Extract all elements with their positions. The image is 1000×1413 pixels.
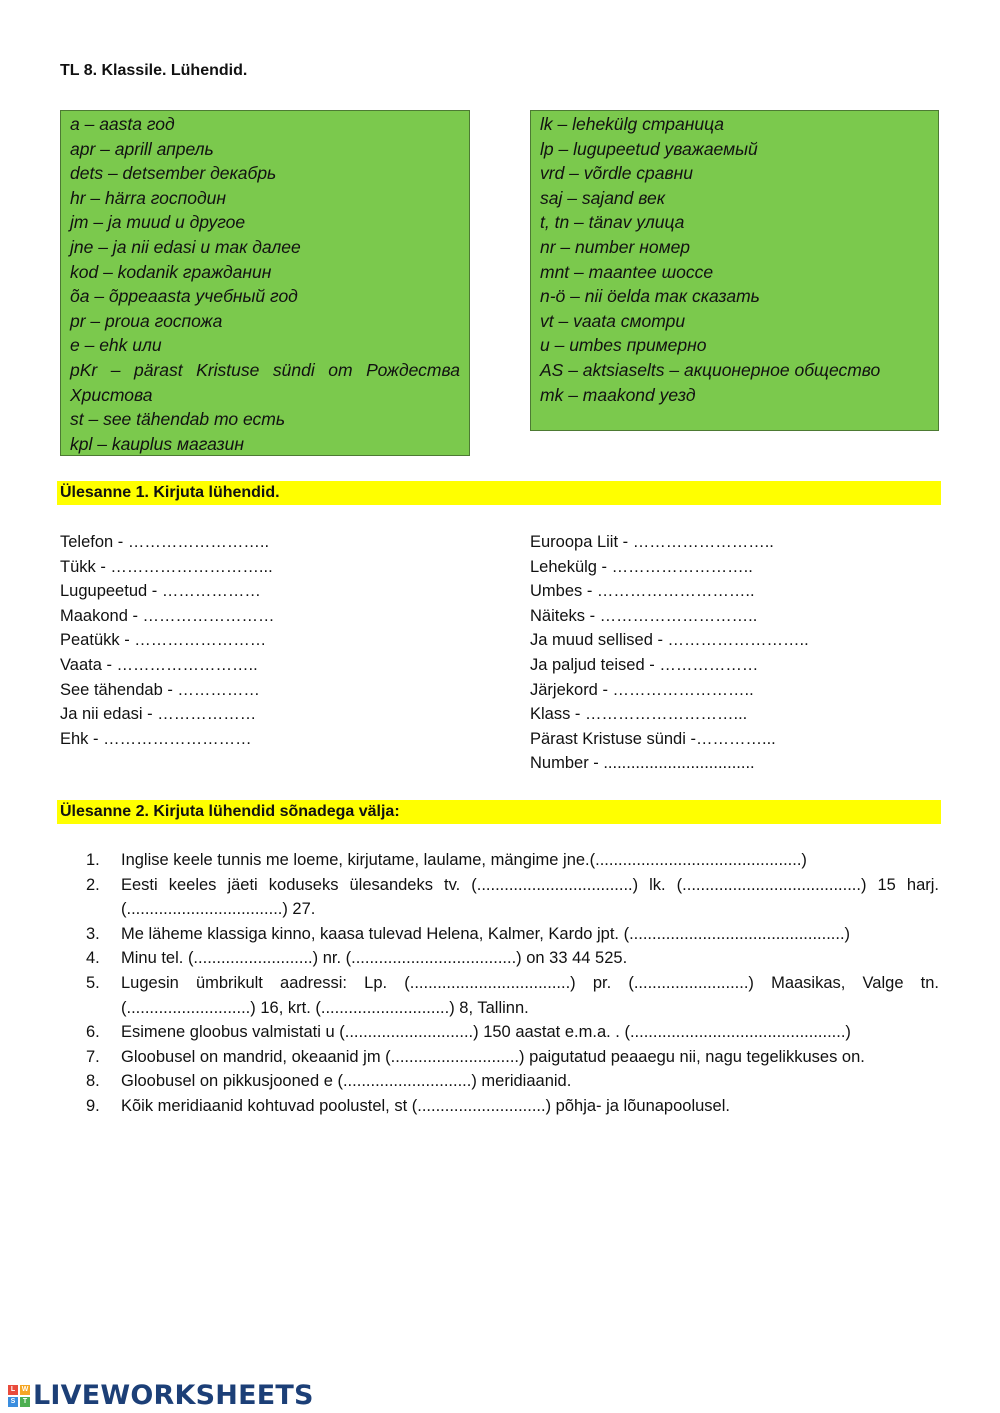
sentence-text: Lugesin ümbrikult aadressi: Lp. (...................................) pr. (.........................) Maasikas, Valge tn. (...........................) 16, krt. (............................) 8, Tallinn. bbox=[121, 973, 939, 1017]
glossary-entry: vt – vaata смотри bbox=[540, 310, 686, 331]
sentence-item bbox=[86, 1045, 939, 1070]
task1-heading: Ülesanne 1. Kirjuta lühendid. bbox=[57, 481, 941, 505]
logo-text: LIVEWORKSHEETS bbox=[33, 1380, 314, 1411]
sentence-number: 1. bbox=[86, 851, 100, 869]
glossary-entry: saj – sajand век bbox=[540, 187, 666, 208]
glossary-entry: mnt – maantee шоссе bbox=[540, 261, 714, 282]
exercise-line: Ja muud sellised - …………………….. bbox=[530, 631, 809, 650]
glossary-entry: vrd – võrdle сравни bbox=[540, 163, 694, 184]
glossary-entry: hr – härra господин bbox=[70, 187, 227, 208]
exercise-line: Ja nii edasi - ……………… bbox=[60, 705, 257, 724]
sentence-item bbox=[86, 1069, 939, 1094]
sentence-item bbox=[86, 1020, 939, 1045]
glossary-entry: e – ehk или bbox=[70, 335, 162, 356]
logo-blocks-icon bbox=[8, 1385, 30, 1407]
glossary-entry: AS – aktsiaselts – акционерное общество bbox=[540, 359, 881, 380]
sentence-text: Inglise keele tunnis me loeme, kirjutame, laulame, mängime jne.(.............................................) bbox=[121, 851, 807, 869]
exercise-line: Lugupeetud - ……………… bbox=[60, 582, 261, 601]
sentence-number: 7. bbox=[86, 1047, 100, 1066]
sentence-number: 3. bbox=[86, 924, 100, 943]
glossary-entry: apr – aprill апрель bbox=[70, 138, 214, 159]
sentence-text: Eesti keeles jäeti koduseks ülesandeks tv. (..................................) lk. (.......................................) 15 harj. (..................................) 27. bbox=[121, 875, 939, 919]
glossary-entry: st – see tähendab то есть bbox=[70, 409, 286, 430]
exercise-line: Klass - ………………………... bbox=[530, 705, 748, 724]
sentence-text: Gloobusel on mandrid, okeaanid jm (............................) paigutatud peaaegu nii, nagu tegelikkuses on. bbox=[121, 1047, 865, 1066]
liveworksheets-logo bbox=[8, 1380, 314, 1411]
glossary-box-right bbox=[530, 110, 939, 431]
glossary-entry: õa – õppeaasta учебный год bbox=[70, 286, 298, 307]
exercise-line: Pärast Kristuse sündi -…………... bbox=[530, 729, 776, 748]
glossary-entry: u – umbes примерно bbox=[540, 335, 707, 356]
task1-right-column bbox=[530, 530, 950, 776]
sentence-number: 5. bbox=[86, 973, 100, 992]
exercise-line: Järjekord - …………………….. bbox=[530, 680, 754, 699]
sentence-number: 8. bbox=[86, 1072, 100, 1091]
logo-block: S bbox=[8, 1397, 18, 1407]
glossary-entry: pr – proua госпожа bbox=[70, 310, 223, 331]
exercise-line: Tükk - ………………………... bbox=[60, 557, 273, 576]
sentence-text: Kõik meridiaanid kohtuvad poolustel, st (............................) põhja- ja lõunapoolusel. bbox=[121, 1096, 730, 1115]
glossary-box-left bbox=[60, 110, 470, 456]
exercise-line: Lehekülg - …………………….. bbox=[530, 557, 753, 576]
exercise-line: Vaata - …………………….. bbox=[60, 655, 258, 674]
task2-heading: Ülesanne 2. Kirjuta lühendid sõnadega välja: bbox=[57, 800, 941, 824]
task1-left-column bbox=[60, 530, 480, 751]
exercise-line: Euroopa Liit - …………………….. bbox=[530, 533, 774, 551]
sentence-text: Gloobusel on pikkusjooned e (............................) meridiaanid. bbox=[121, 1072, 572, 1091]
glossary-entry: lk – lehekülg страница bbox=[540, 114, 725, 134]
exercise-line: Maakond - …………………… bbox=[60, 606, 275, 625]
exercise-line: Näiteks - ……………………….. bbox=[530, 606, 758, 625]
glossary-entry: n-ö – nii öelda так сказать bbox=[540, 286, 760, 307]
sentence-item bbox=[86, 1094, 939, 1119]
sentence-item bbox=[86, 873, 939, 922]
glossary-entry: jne – ja nii edasi и так далее bbox=[70, 236, 301, 257]
sentence-item bbox=[86, 922, 939, 947]
glossary-entry: jm – ja muud и другое bbox=[70, 212, 246, 233]
glossary-entry: mk – maakond уезд bbox=[540, 384, 696, 405]
glossary-entry: pKr – pärast Kristuse sündi от Рождества Христова bbox=[70, 359, 460, 405]
glossary-entry: t, tn – tänav улица bbox=[540, 212, 685, 233]
sentence-number: 6. bbox=[86, 1023, 100, 1042]
exercise-line: Umbes - ……………………….. bbox=[530, 582, 755, 601]
task2-sentence-list bbox=[86, 848, 939, 1119]
sentence-text: Esimene gloobus valmistati u (............................) 150 aastat e.m.a. . (...............................................) bbox=[121, 1023, 851, 1042]
sentence-item bbox=[86, 971, 939, 1020]
logo-block: T bbox=[20, 1397, 30, 1407]
sentence-number: 9. bbox=[86, 1096, 100, 1115]
logo-block: W bbox=[21, 1385, 29, 1393]
sentence-number: 2. bbox=[86, 875, 100, 894]
exercise-line: Ehk - ……………………… bbox=[60, 729, 252, 748]
logo-block: L bbox=[8, 1385, 18, 1395]
glossary-entry: lp – lugupeetud уважаемый bbox=[540, 138, 758, 159]
page-title: TL 8. Klassile. Lühendid. bbox=[60, 62, 248, 79]
sentence-text: Me läheme klassiga kinno, kaasa tulevad Helena, Kalmer, Kardo jpt. (...............................................) bbox=[121, 924, 851, 943]
sentence-item bbox=[86, 848, 939, 873]
glossary-entry: a – aasta год bbox=[70, 114, 175, 134]
glossary-entry: kod – kodanik гражданин bbox=[70, 261, 272, 282]
glossary-entry: kpl – kauplus магазин bbox=[70, 433, 245, 454]
sentence-item bbox=[86, 946, 939, 971]
glossary-entry: dets – detsember декабрь bbox=[70, 163, 277, 184]
exercise-line: Peatükk - …………………… bbox=[60, 631, 267, 650]
exercise-line: Telefon - …………………….. bbox=[60, 533, 270, 551]
sentence-number: 4. bbox=[86, 949, 100, 968]
exercise-line: See tähendab - …………… bbox=[60, 680, 260, 699]
exercise-line: Number - ................................. bbox=[530, 754, 755, 773]
exercise-line: Ja paljud teised - ……………… bbox=[530, 655, 759, 674]
sentence-text: Minu tel. (..........................) nr. (....................................) on 33 44 525. bbox=[121, 949, 628, 968]
glossary-entry: nr – number номер bbox=[540, 236, 691, 257]
